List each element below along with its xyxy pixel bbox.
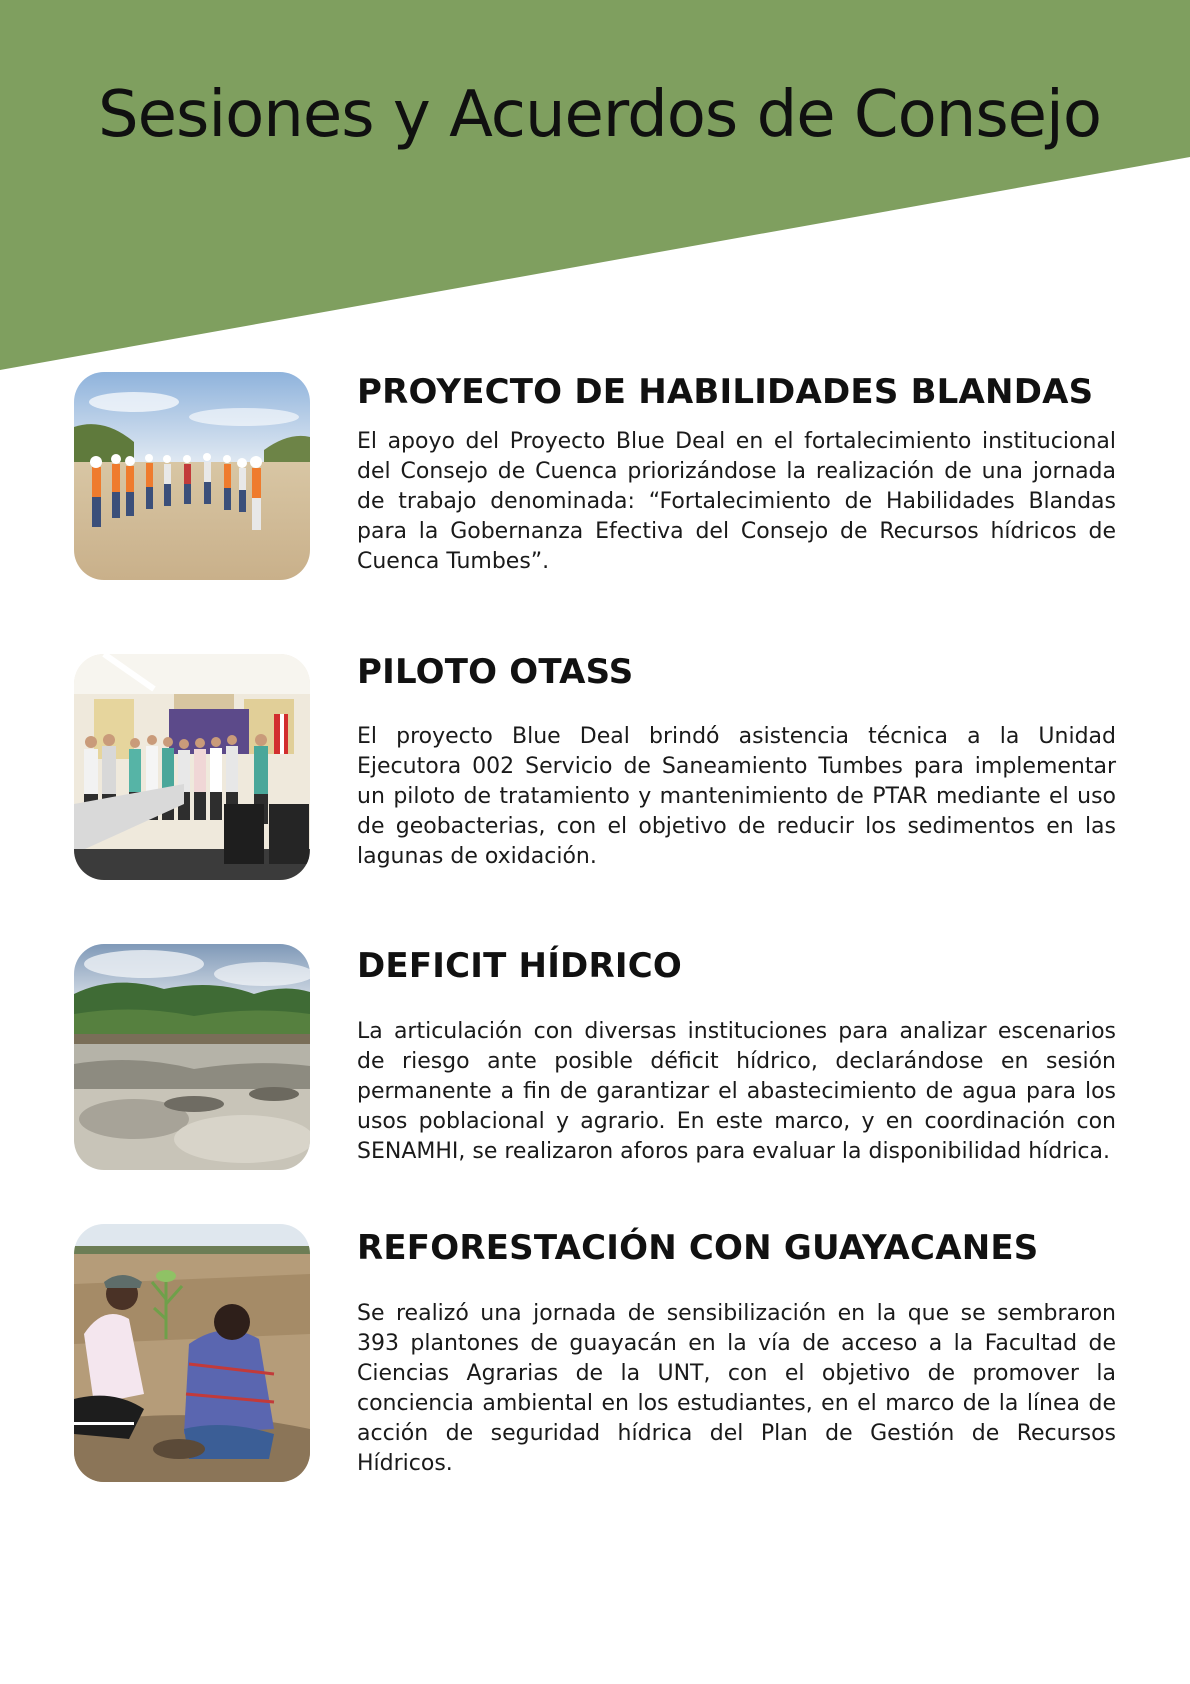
section-title: REFORESTACIÓN CON GUAYACANES	[357, 1228, 1039, 1268]
photo-river-landscape	[74, 944, 310, 1170]
page-title: Sesiones y Acuerdos de Consejo	[98, 78, 1101, 152]
section-title: PROYECTO DE HABILIDADES BLANDAS	[357, 372, 1094, 412]
section-title: PILOTO OTASS	[357, 652, 634, 692]
section-body: La articulación con diversas instituciones para analizar escenarios de riesgo ante posible déficit hídrico, declarándose en sesión permanente a fin de garantizar el abastecimiento de agua para los usos poblacional y agrario. En este marco, y en coordinación con SENAMHI, se realizaron aforos para evaluar la disponibilidad hídrica.	[357, 1019, 1116, 1164]
header-green-band	[0, 0, 1190, 380]
section-body: El apoyo del Proyecto Blue Deal en el fortalecimiento institucional del Consejo de Cuenca priorizándose la realización de una jornada de trabajo denominada: “Fortalecimiento de Habilidades Blandas para la Gobernanza Efectiva del Consejo de Recursos hídricos de Cuenca Tumbes”.	[357, 429, 1116, 574]
section-body: Se realizó una jornada de sensibilización en la que se sembraron 393 plantones de guayacán en la vía de acceso a la Facultad de Ciencias Agrarias de la UNT, con el objetivo de promover la conciencia ambiental en los estudiantes, en el marco de la línea de acción de seguridad hídrica del Plan de Gestión de Recursos Hídricos.	[357, 1301, 1116, 1476]
section-title: DEFICIT HÍDRICO	[357, 946, 682, 986]
photo-field-visit-group	[74, 372, 310, 580]
section-body: El proyecto Blue Deal brindó asistencia técnica a la Unidad Ejecutora 002 Servicio de Saneamiento Tumbes para implementar un piloto de tratamiento y mantenimiento de PTAR mediante el uso de geobacterias, con el objetivo de reducir los sedimentos en las lagunas de oxidación.	[357, 724, 1116, 869]
photo-meeting-room-group	[74, 654, 310, 880]
photo-planting-seedling	[74, 1224, 310, 1482]
